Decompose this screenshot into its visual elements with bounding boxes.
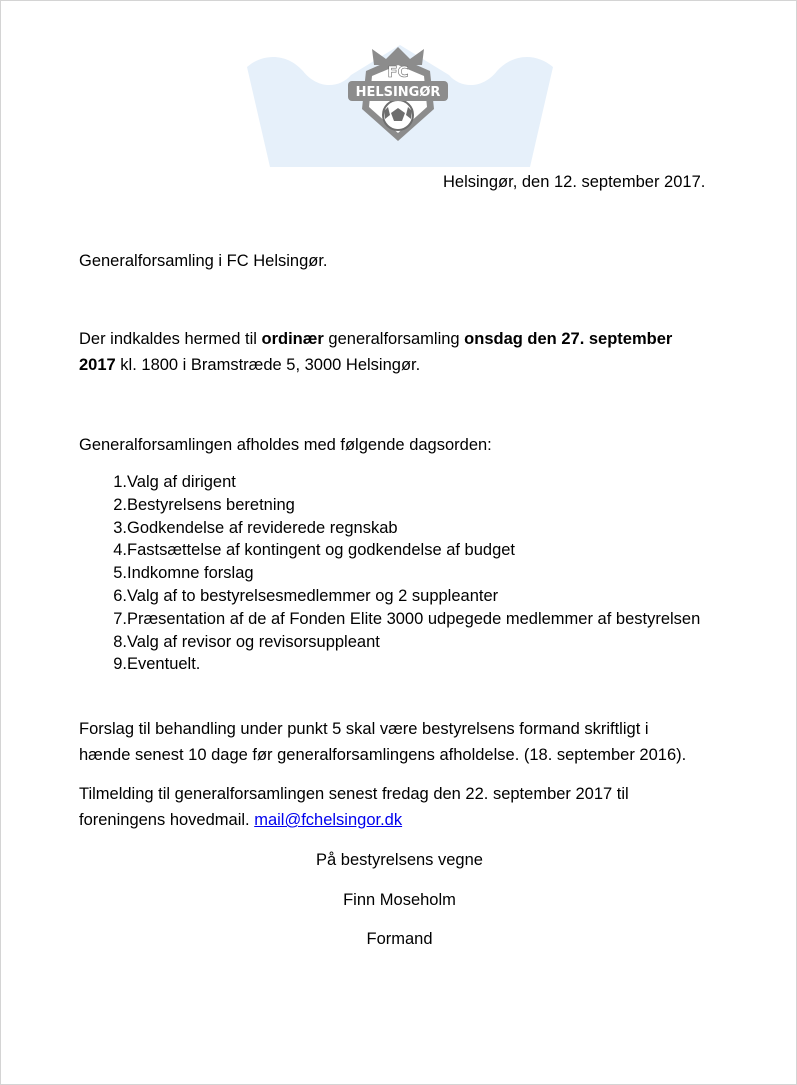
letter-heading: Generalforsamling i FC Helsingør. (79, 252, 328, 270)
club-logo-emblem (344, 45, 452, 145)
signature-title: Formand (366, 930, 433, 948)
list-item: 4. Fastsættelse af kontingent og godkendelse af budget (113, 541, 516, 560)
invitation-line-2: 2017 kl. 1800 i Bramstræde 5, 3000 Helsingør. (79, 356, 421, 374)
list-item: 5. Indkomne forslag (113, 564, 254, 583)
list-item: 1. Valg af dirigent (113, 473, 236, 491)
list-item: 2. Bestyrelsens beretning (113, 495, 295, 514)
invitation-line-1: Der indkaldes hermed til ordinær generalforsamling onsdag den 27. september (79, 330, 673, 348)
logo-text-fc: FC (387, 63, 409, 81)
list-item: 7. Præsentation af de af Fonden Elite 3000 udpegede medlemmer af bestyrelsen (113, 609, 701, 628)
list-item: 8. Valg af revisor og revisorsuppleant (113, 632, 380, 651)
email-link[interactable]: mail@fchelsingor.dk (254, 811, 403, 829)
agenda-intro: Generalforsamlingen afholdes med følgende dagsorden: (79, 436, 492, 454)
signature-on-behalf: På bestyrelsens vegne (316, 851, 483, 869)
signup-paragraph: Tilmelding til generalforsamlingen senest fredag den 22. september 2017 til foreningens hovedmail. mail@fchelsingor.dk (79, 785, 629, 829)
invitation-paragraph (79, 326, 672, 378)
signature-name: Finn Moseholm (343, 891, 456, 909)
agenda-list (79, 471, 700, 676)
letter-date: Helsingør, den 12. september 2017. (443, 173, 706, 191)
list-item: 6. Valg af to bestyrelsesmedlemmer og 2 suppleanter (113, 586, 499, 605)
proposals-paragraph: Forslag til behandling under punkt 5 skal være bestyrelsens formand skriftligt i hænde senest 10 dage før generalforsamlingens afholdelse. (18. september 2016). (79, 720, 687, 764)
list-item: 9. Eventuelt. (113, 655, 201, 674)
list-item: 3. Godkendelse af reviderede regnskab (113, 518, 398, 537)
logo-text-helsingor: HELSINGØR (355, 85, 441, 100)
